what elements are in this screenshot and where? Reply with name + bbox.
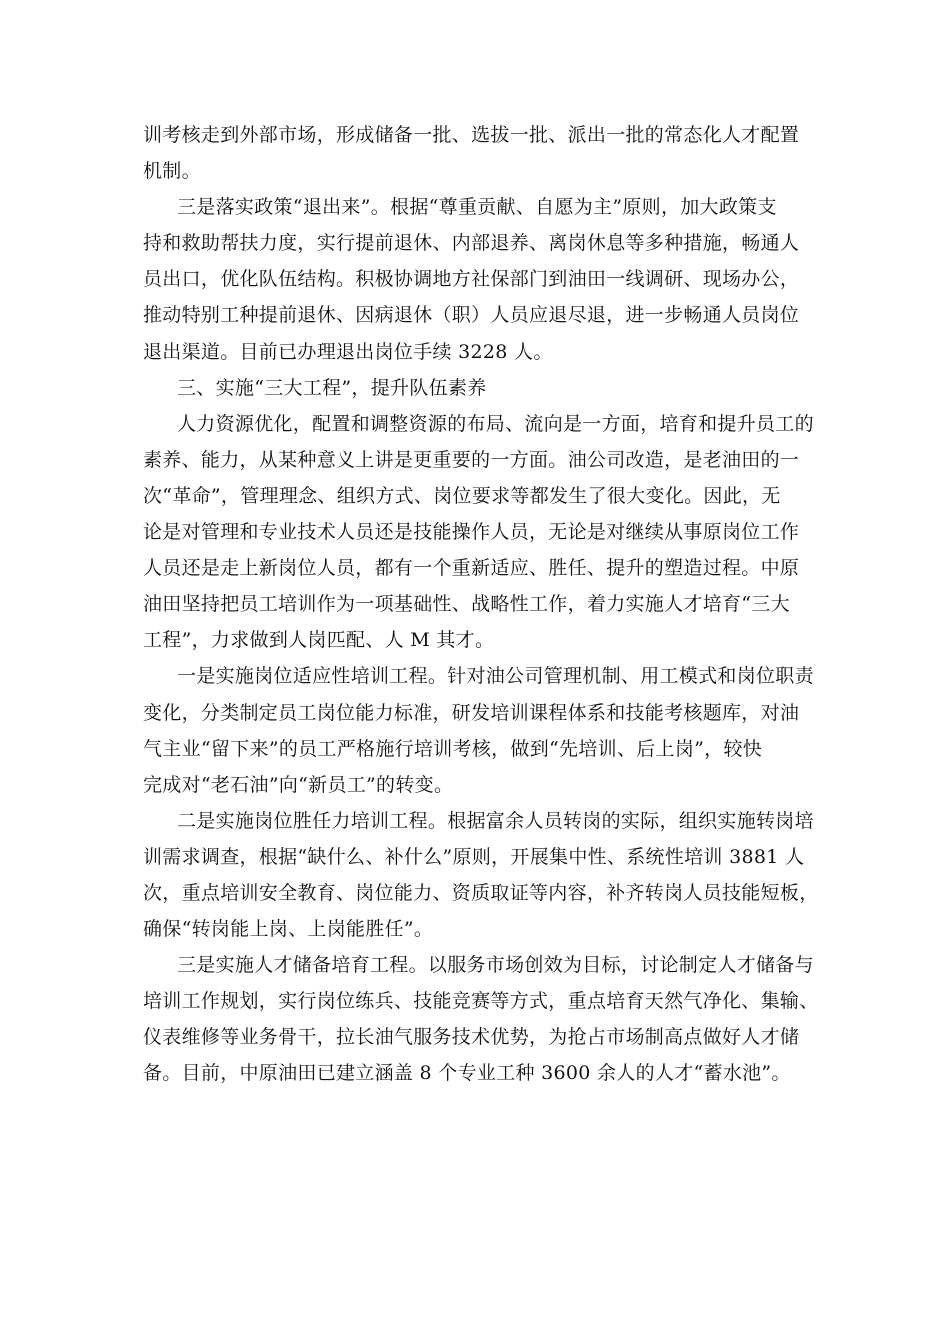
paragraph-line: 员出口，优化队伍结构。积极协调地方社保部门到油田一线调研、现场办公， — [143, 268, 800, 291]
paragraph-line: 三、实施“三大工程”，提升队伍素养 — [177, 376, 487, 399]
paragraph-line: 人员还是走上新岗位人员，都有一个重新适应、胜任、提升的塑造过程。中原 — [143, 557, 800, 580]
paragraph-line: 工程”，力求做到人岗匹配、人 M 其才。 — [143, 629, 495, 652]
paragraph-line: 备。目前，中原油田已建立涵盖 8 个专业工种 3600 余人的人才“蓄水池”。 — [143, 1062, 791, 1085]
paragraph-line: 一是实施岗位适应性培训工程。针对油公司管理机制、用工模式和岗位职责 — [177, 665, 814, 688]
paragraph-line: 论是对管理和专业技术人员还是技能操作人员，无论是对继续从事原岗位工作 — [143, 521, 800, 544]
paragraph-line: 培训工作规划，实行岗位练兵、技能竞赛等方式，重点培育天然气净化、集输、 — [143, 990, 819, 1013]
paragraph-line: 训考核走到外部市场，形成储备一批、选拔一批、派出一批的常态化人才配置 — [143, 124, 800, 146]
paragraph-line: 二是实施岗位胜任力培训工程。根据富余人员转岗的实际，组织实施转岗培 — [177, 809, 814, 832]
paragraph-p6 — [143, 803, 819, 947]
paragraph-line: 次“革命”，管理理念、组织方式、岗位要求等都发生了很大变化。因此，无 — [143, 484, 781, 507]
paragraph-line: 气主业“留下来”的员工严格施行培训考核，做到“先培训、后上岗”，较快 — [143, 737, 763, 760]
paragraph-line: 三是落实政策“退出来”。根据“尊重贡献、自愿为主”原则，加大政策支 — [177, 196, 777, 219]
paragraph-line: 仪表维修等业务骨干，拉长油气服务技术优势，为抢占市场制高点做好人才储 — [143, 1026, 800, 1049]
paragraph-line: 退出渠道。目前已办理退出岗位手续 3228 人。 — [143, 340, 553, 363]
paragraph-p2 — [143, 189, 807, 369]
paragraph-line: 人力资源优化，配置和调整资源的布局、流向是一方面，培育和提升员工的 — [177, 412, 814, 435]
paragraph-line: 次，重点培训安全教育、岗位能力、资质取证等内容，补齐转岗人员技能短板， — [143, 881, 819, 904]
paragraph-p3 — [143, 370, 807, 406]
paragraph-line: 三是实施人才储备培育工程。以服务市场创效为目标，讨论制定人才储备与 — [177, 954, 814, 977]
paragraph-p4 — [143, 406, 814, 659]
document-body — [143, 117, 819, 1092]
paragraph-line: 油田坚持把员工培训作为一项基础性、战略性工作，着力实施人才培育“三大 — [143, 593, 790, 616]
paragraph-line: 持和救助帮扶力度，实行提前退休、内部退养、离岗休息等多种措施，畅通人 — [143, 232, 800, 255]
paragraph-line: 训需求调查，根据“缺什么、补什么”原则，开展集中性、系统性培训 3881 人 — [143, 845, 805, 868]
paragraph-line: 确保“转岗能上岗、上岗能胜任”。 — [143, 918, 434, 941]
paragraph-line: 机制。 — [143, 160, 201, 183]
paragraph-p5 — [143, 658, 814, 802]
paragraph-line: 完成对“老石油”向“新员工”的转变。 — [143, 773, 454, 796]
paragraph-line: 推动特别工种提前退休、因病退休（职）人员应退尽退，进一步畅通人员岗位 — [143, 304, 800, 327]
paragraph-line: 素养、能力，从某种意义上讲是更重要的一方面。油公司改造，是老油田的一 — [143, 448, 800, 471]
paragraph-p7 — [143, 947, 819, 1091]
paragraph-line: 变化，分类制定员工岗位能力标准，研发培训课程体系和技能考核题库，对油 — [143, 701, 800, 724]
paragraph-p1 — [143, 117, 807, 189]
